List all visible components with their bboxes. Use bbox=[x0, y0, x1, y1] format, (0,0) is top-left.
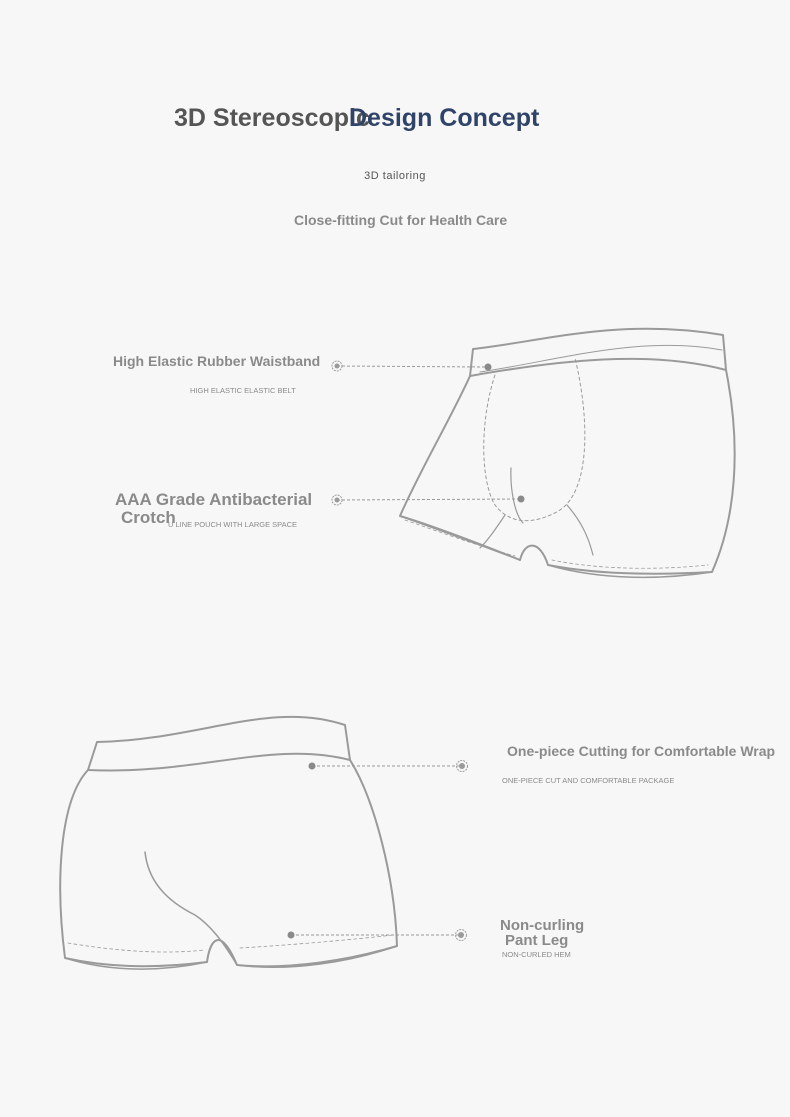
crotch-title-line2: Crotch bbox=[121, 508, 176, 527]
target-marker-icon bbox=[288, 361, 525, 941]
crotch-title-line1: AAA Grade Antibacterial bbox=[115, 490, 313, 509]
crotch-subtitle: U LINE POUCH WITH LARGE SPACE bbox=[168, 520, 298, 529]
page-title-part2: Design Concept bbox=[349, 104, 540, 132]
pant-leg-subtitle: NON-CURLED HEM bbox=[502, 950, 571, 959]
pant-leg-title-line2: Pant Leg bbox=[505, 932, 569, 949]
cutting-subtitle: ONE-PIECE CUT AND COMFORTABLE PACKAGE bbox=[502, 776, 675, 785]
front-briefs-illustration bbox=[400, 329, 735, 578]
back-briefs-illustration bbox=[60, 717, 397, 969]
waistband-title: High Elastic Rubber Waistband bbox=[113, 353, 321, 369]
cutting-title: One-piece Cutting for Comfortable Wrap bbox=[507, 743, 776, 759]
waistband-subtitle: HIGH ELASTIC ELASTIC BELT bbox=[190, 386, 296, 395]
callout-connectors bbox=[291, 366, 521, 935]
page-subtitle: 3D tailoring bbox=[364, 170, 426, 182]
pant-leg-title-line1: Non-curling bbox=[500, 917, 585, 934]
page-title-part1: 3D Stereoscopic bbox=[174, 104, 370, 132]
page-tagline: Close-fitting Cut for Health Care bbox=[294, 212, 508, 228]
